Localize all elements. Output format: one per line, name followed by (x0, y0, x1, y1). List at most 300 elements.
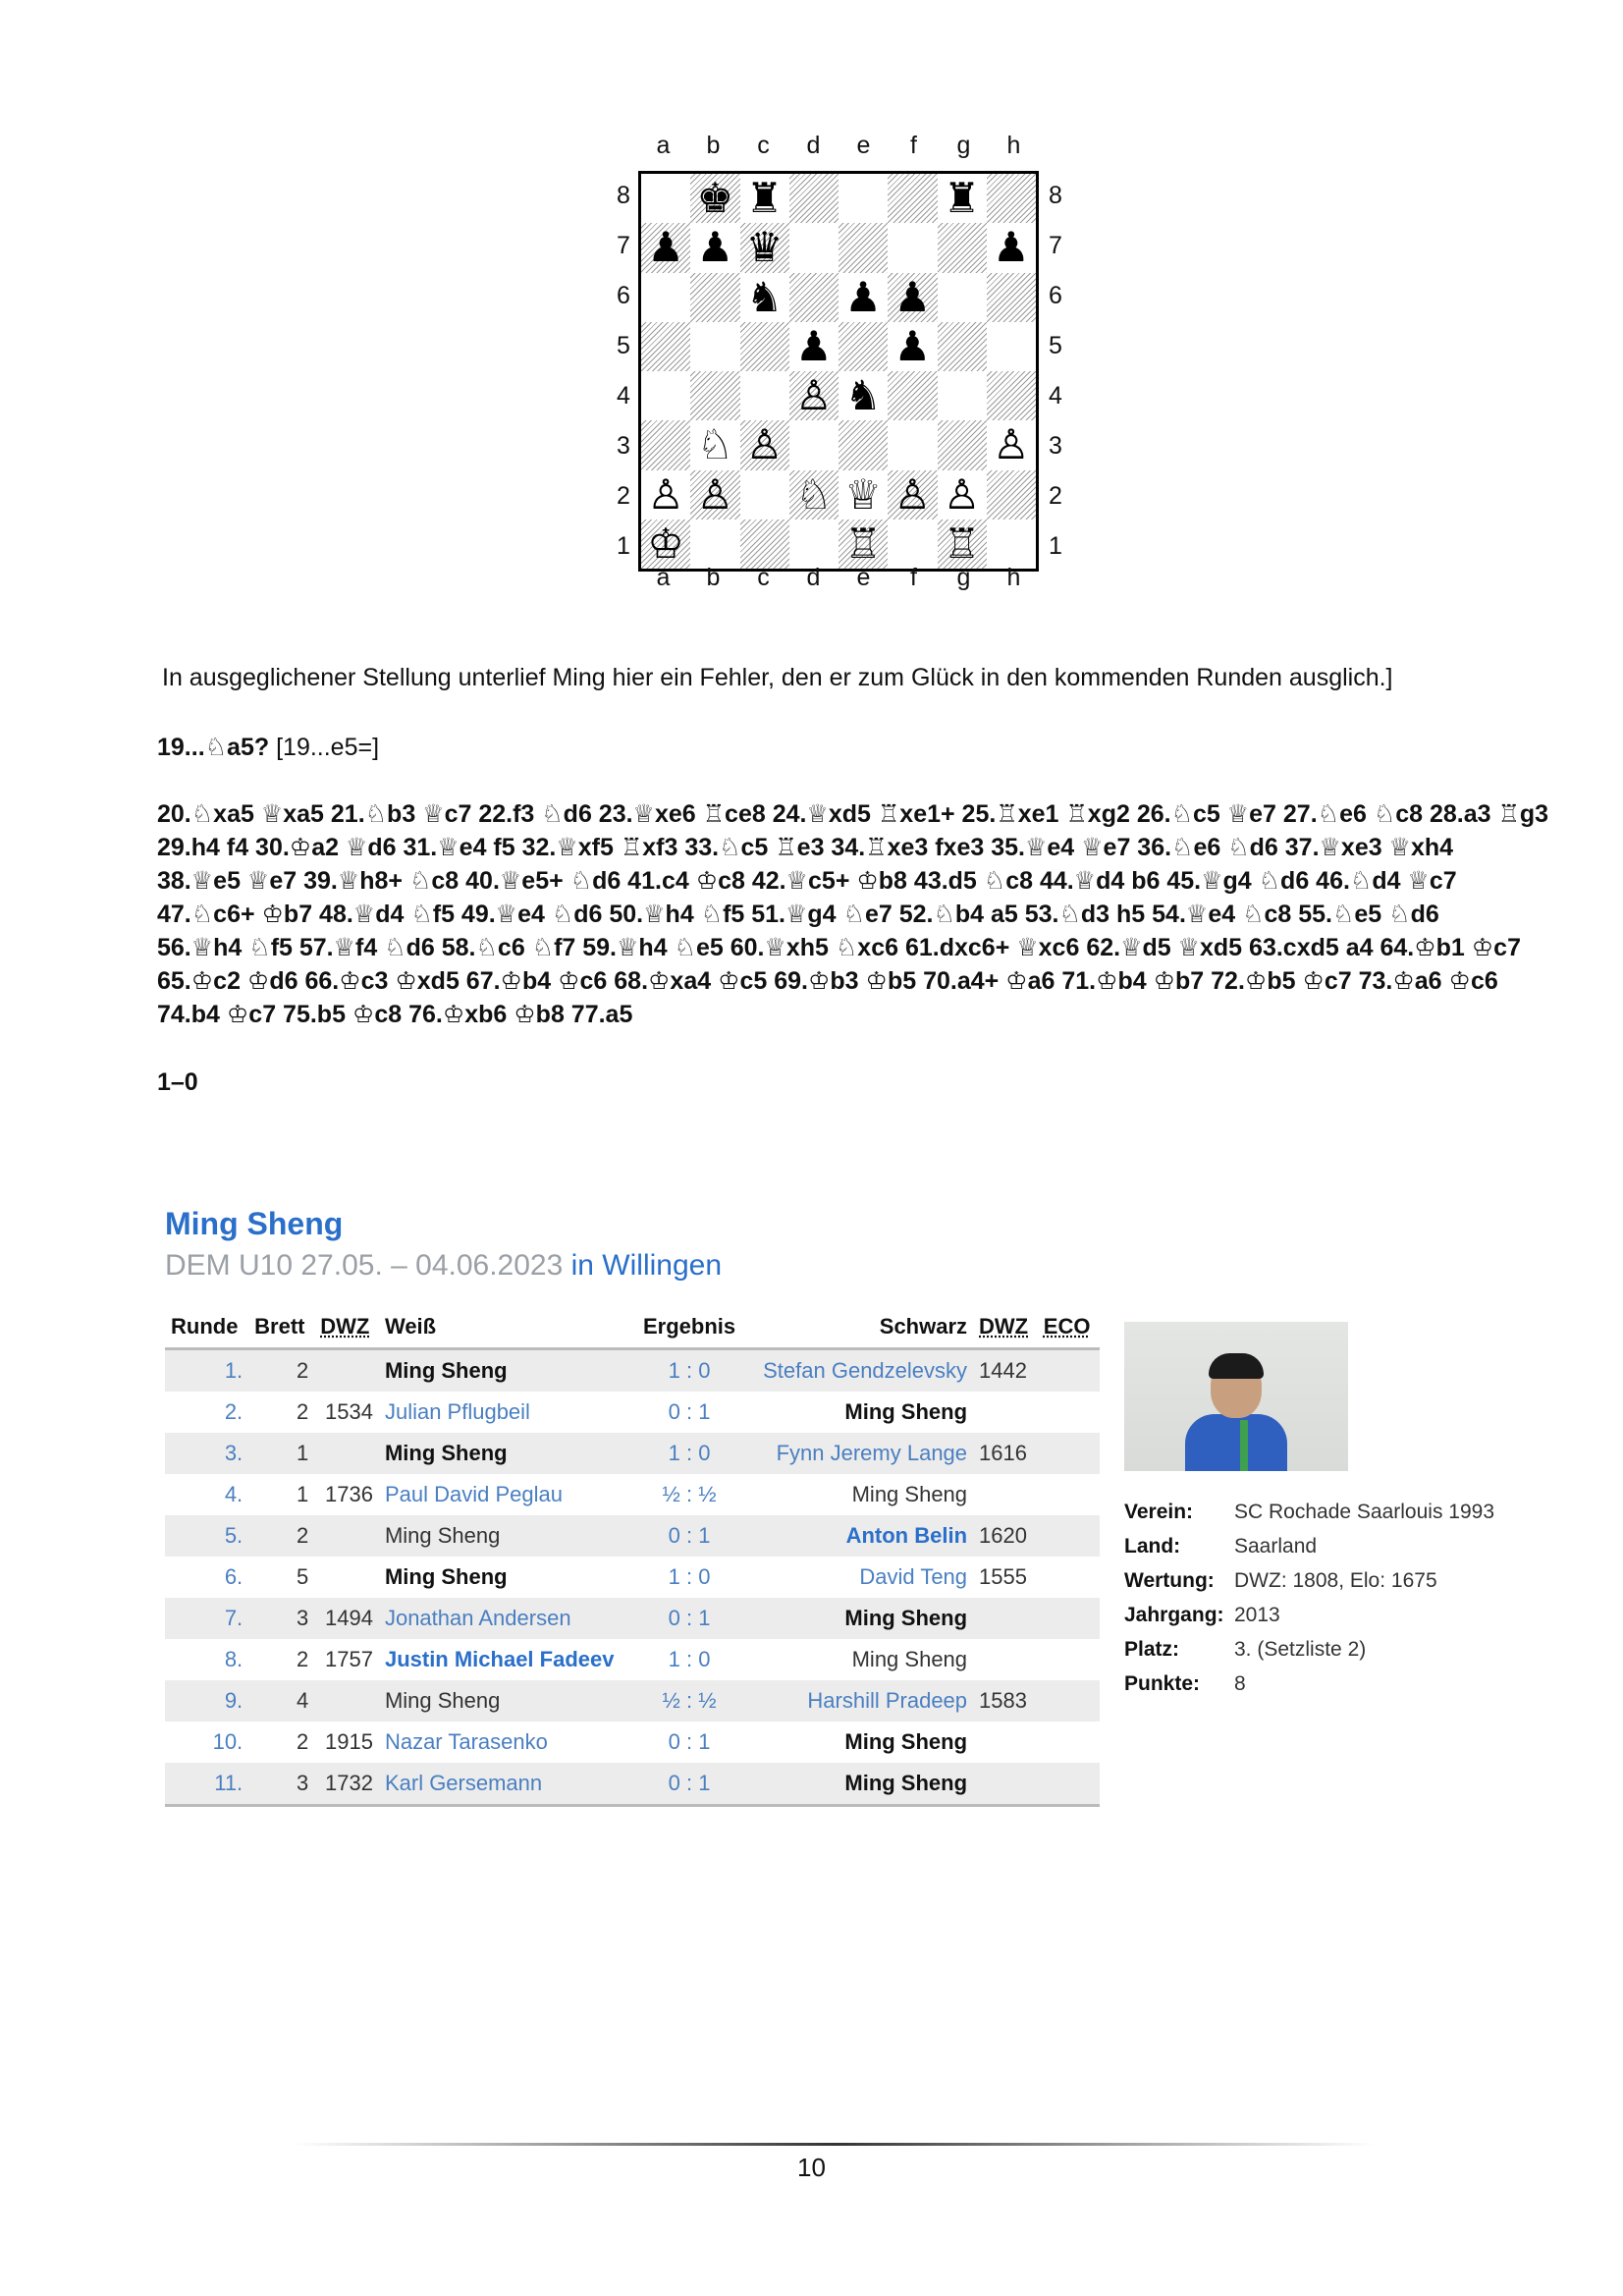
white-player: Ming Sheng (384, 1441, 508, 1465)
chess-piece: ♙ (993, 420, 1030, 469)
chess-piece: ♙ (893, 469, 932, 519)
black-dwz: 1442 (979, 1358, 1027, 1383)
cell-board-number (248, 1474, 314, 1515)
cell-black-player (744, 1392, 973, 1433)
cell-white-dwz (314, 1722, 379, 1763)
square-a8 (641, 174, 690, 223)
white-player[interactable]: Nazar Tarasenko (384, 1729, 548, 1754)
game-result-link[interactable]: 0 : 1 (668, 1523, 711, 1548)
square-a1 (641, 519, 690, 569)
cell-round-number (165, 1763, 248, 1806)
square-h3 (987, 420, 1036, 469)
white-player: Ming Sheng (384, 1358, 508, 1383)
cell-white-player (379, 1433, 634, 1474)
game-result-link[interactable]: 0 : 1 (668, 1771, 711, 1795)
game-result-link[interactable]: ½ : ½ (662, 1688, 717, 1713)
cell-round-number (165, 1392, 248, 1433)
cell-board-number (248, 1722, 314, 1763)
rounds-header (165, 1306, 1100, 1349)
square-c4 (740, 371, 789, 420)
square-c6 (740, 273, 789, 322)
black-player[interactable]: David Teng (859, 1564, 968, 1589)
cell-round-number (165, 1474, 248, 1515)
cell-eco (1038, 1349, 1100, 1393)
square-g4 (938, 371, 987, 420)
cell-black-dwz (973, 1515, 1038, 1557)
cell-white-dwz (314, 1474, 379, 1515)
cell-board-number (248, 1392, 314, 1433)
cell-white-player (379, 1392, 634, 1433)
round-number[interactable]: 6. (224, 1564, 243, 1589)
black-player[interactable]: Fynn Jeremy Lange (776, 1441, 968, 1465)
club-link[interactable]: SC Rochade Saarlouis 1993 (1234, 1500, 1495, 1523)
square-c1 (740, 519, 789, 569)
board-number: 2 (296, 1399, 309, 1424)
black-player[interactable]: Anton Belin (845, 1523, 968, 1548)
player-photo (1124, 1322, 1348, 1471)
cell-game-result-link (634, 1515, 744, 1557)
square-a3 (641, 420, 690, 469)
cell-game-result-link (634, 1474, 744, 1515)
cell-white-player (379, 1515, 634, 1557)
square-f1 (888, 519, 937, 569)
cell-round-number (165, 1515, 248, 1557)
event-place-link[interactable]: in Willingen (570, 1249, 723, 1282)
chess-piece: ♟ (993, 223, 1030, 272)
photo-hair (1209, 1353, 1264, 1379)
white-dwz: 1494 (325, 1606, 373, 1630)
square-c3 (740, 420, 789, 469)
game-comment: In ausgeglichener Stellung unterlief Ming hier ein Fehler, den er zum Glück in den kommenden Runden ausglich.] (162, 664, 1393, 691)
cell-game-result-link (634, 1598, 744, 1639)
cell-eco (1038, 1557, 1100, 1598)
col-runde: Runde (165, 1306, 248, 1349)
cell-game-result-link (634, 1763, 744, 1806)
cell-board-number (248, 1433, 314, 1474)
cell-board-number (248, 1598, 314, 1639)
square-d2 (789, 470, 839, 519)
game-result-link[interactable]: 0 : 1 (668, 1399, 711, 1424)
cell-black-dwz (973, 1680, 1038, 1722)
cell-round-number (165, 1680, 248, 1722)
player-name-link[interactable]: Ming Sheng (165, 1206, 344, 1241)
cell-board-number (248, 1515, 314, 1557)
cell-white-player (379, 1474, 634, 1515)
cell-black-player (744, 1349, 973, 1393)
board-number: 2 (296, 1647, 309, 1671)
white-player: Ming Sheng (384, 1523, 501, 1548)
square-d4 (789, 371, 839, 420)
chess-piece: ♙ (696, 469, 734, 519)
info-jahrgang: Jahrgang: 2013 (1124, 1603, 1280, 1626)
table-row (165, 1474, 1100, 1515)
move-line: 29.h4 f4 30.♔a2 ♕d6 31.♕e4 f5 32.♕xf5 ♖xf3 33.♘c5 ♖e3 34.♖xe3 fxe3 35.♕e4 ♕e7 36.♘e6 ♘d6 37.♕xe3 ♕xh4 (157, 834, 1454, 861)
table-row (165, 1722, 1100, 1763)
cell-white-player (379, 1349, 634, 1393)
chess-piece: ♟ (696, 223, 734, 272)
cell-white-dwz (314, 1349, 379, 1393)
info-punkte: Punkte: 8 (1124, 1671, 1246, 1695)
black-dwz: 1620 (979, 1523, 1027, 1548)
cell-game-result-link (634, 1722, 744, 1763)
col-schwarz: Schwarz (744, 1306, 973, 1349)
square-e5 (839, 322, 888, 371)
info-verein: Verein: SC Rochade Saarlouis 1993 (1124, 1500, 1495, 1523)
board-number: 1 (296, 1482, 309, 1506)
region-link[interactable]: Saarland (1234, 1534, 1318, 1558)
square-h4 (987, 371, 1036, 420)
chess-piece: ♘ (795, 469, 833, 519)
board-number: 2 (296, 1729, 309, 1754)
chess-piece: ♖ (943, 519, 981, 568)
game-result-link[interactable]: 1 : 0 (668, 1647, 711, 1671)
cell-white-dwz (314, 1680, 379, 1722)
board-number: 1 (296, 1441, 309, 1465)
square-a5 (641, 322, 690, 371)
white-player[interactable]: Jonathan Andersen (384, 1606, 571, 1630)
cell-round-number (165, 1433, 248, 1474)
cell-black-dwz (973, 1598, 1038, 1639)
cell-black-dwz (973, 1474, 1038, 1515)
round-number[interactable]: 10. (212, 1729, 243, 1754)
cell-eco (1038, 1433, 1100, 1474)
cell-round-number (165, 1639, 248, 1680)
cell-eco (1038, 1392, 1100, 1433)
black-player: Ming Sheng (844, 1399, 968, 1424)
cell-board-number (248, 1639, 314, 1680)
square-b3 (690, 420, 739, 469)
table-row (165, 1349, 1100, 1393)
square-f7 (888, 223, 937, 272)
board-number: 2 (296, 1358, 309, 1383)
col-brett: Brett (248, 1306, 314, 1349)
chess-piece: ♟ (647, 223, 684, 272)
photo-lanyard (1240, 1420, 1248, 1471)
square-f4 (888, 371, 937, 420)
white-dwz: 1534 (325, 1399, 373, 1424)
square-c7 (740, 223, 789, 272)
game-result-link[interactable]: 1 : 0 (668, 1358, 711, 1383)
cell-board-number (248, 1763, 314, 1806)
square-d1 (789, 519, 839, 569)
square-h2 (987, 470, 1036, 519)
game-result-link[interactable]: ½ : ½ (662, 1482, 717, 1506)
move-line: 56.♕h4 ♘f5 57.♕f4 ♘d6 58.♘c6 ♘f7 59.♕h4 ♘e5 60.♕xh5 ♘xc6 61.dxc6+ ♕xc6 62.♕d5 ♕xd5 63.cxd5 a4 64.♔b1 ♔c7 (157, 934, 1521, 961)
table-row (165, 1680, 1100, 1722)
chess-piece: ♘ (696, 420, 734, 469)
black-dwz: 1616 (979, 1441, 1027, 1465)
player-info (1124, 1495, 1494, 1701)
chess-piece: ♟ (795, 321, 833, 370)
chess-piece: ♙ (647, 469, 684, 519)
table-row (165, 1392, 1100, 1433)
square-d7 (789, 223, 839, 272)
round-number[interactable]: 11. (214, 1771, 243, 1795)
square-g2 (938, 470, 987, 519)
cell-black-player (744, 1763, 973, 1806)
square-b6 (690, 273, 739, 322)
square-c8 (740, 174, 789, 223)
cell-black-player (744, 1474, 973, 1515)
black-player[interactable]: Stefan Gendzelevsky (763, 1358, 968, 1383)
chess-piece: ♙ (943, 469, 981, 519)
col-eco: ECO (1038, 1306, 1100, 1349)
square-e1 (839, 519, 888, 569)
cell-white-player (379, 1680, 634, 1722)
move-19-move: 19...♘a5? (157, 734, 270, 761)
move-19 (157, 733, 1532, 762)
black-dwz: 1583 (979, 1688, 1027, 1713)
round-number[interactable]: 9. (224, 1688, 243, 1713)
black-player[interactable]: Harshill Pradeep (807, 1688, 968, 1713)
table-row (165, 1598, 1100, 1639)
white-dwz: 1915 (325, 1729, 373, 1754)
cell-board-number (248, 1557, 314, 1598)
cell-board-number (248, 1349, 314, 1393)
chess-piece: ♜ (745, 174, 784, 223)
cell-board-number (248, 1680, 314, 1722)
board-number: 3 (296, 1606, 309, 1630)
move-list (157, 797, 1549, 1031)
cell-black-dwz (973, 1433, 1038, 1474)
move-line: 38.♕e5 ♕e7 39.♕h8+ ♘c8 40.♕e5+ ♘d6 41.c4 ♔c8 42.♕c5+ ♔b8 43.d5 ♘c8 44.♕d4 b6 45.♕g4 ♘d6 46.♘d4 ♕c7 (157, 867, 1457, 895)
cell-white-player (379, 1639, 634, 1680)
cell-black-dwz (973, 1557, 1038, 1598)
cell-eco (1038, 1515, 1100, 1557)
file-labels-top: a b c d e f g h (656, 132, 1021, 159)
table-row (165, 1639, 1100, 1680)
white-player[interactable]: Justin Michael Fadeev (384, 1647, 615, 1671)
rank-link[interactable]: 3. (1234, 1637, 1252, 1661)
square-a4 (641, 371, 690, 420)
black-player: Ming Sheng (844, 1606, 968, 1630)
square-e6 (839, 273, 888, 322)
round-number[interactable]: 7. (224, 1606, 243, 1630)
square-b4 (690, 371, 739, 420)
info-land: Land: Saarland (1124, 1534, 1318, 1558)
info-platz: Platz: 3. (Setzliste 2 ) (1124, 1637, 1367, 1661)
square-f6 (888, 273, 937, 322)
table-row (165, 1557, 1100, 1598)
col-ergebnis: Ergebnis (634, 1306, 744, 1349)
square-c5 (740, 322, 789, 371)
square-c2 (740, 470, 789, 519)
cell-white-dwz (314, 1392, 379, 1433)
white-player[interactable]: Karl Gersemann (384, 1771, 543, 1795)
white-player: Ming Sheng (384, 1564, 508, 1589)
file-labels-bottom: a b c d e f g h (656, 564, 1021, 591)
event-line (165, 1249, 722, 1283)
white-dwz: 1757 (325, 1647, 373, 1671)
rounds-table (165, 1306, 1100, 1807)
square-a2 (641, 470, 690, 519)
square-a6 (641, 273, 690, 322)
round-number[interactable]: 3. (224, 1441, 243, 1465)
square-d3 (789, 420, 839, 469)
cell-black-player (744, 1598, 973, 1639)
col-weiss: Weiß (379, 1306, 634, 1349)
cell-game-result-link (634, 1680, 744, 1722)
square-e7 (839, 223, 888, 272)
square-f5 (888, 322, 937, 371)
col-dwz-white: DWZ (314, 1306, 379, 1349)
square-f3 (888, 420, 937, 469)
cell-game-result-link (634, 1557, 744, 1598)
cell-black-dwz (973, 1639, 1038, 1680)
table-row (165, 1433, 1100, 1474)
square-d6 (789, 273, 839, 322)
cell-black-player (744, 1433, 973, 1474)
chess-piece: ♞ (745, 272, 784, 321)
square-h6 (987, 273, 1036, 322)
square-h5 (987, 322, 1036, 371)
photo-body (1185, 1414, 1287, 1471)
col-dwz-black: DWZ (973, 1306, 1038, 1349)
square-e8 (839, 174, 888, 223)
white-dwz: 1732 (325, 1771, 373, 1795)
square-h1 (987, 519, 1036, 569)
game-result-link[interactable]: 1 : 0 (668, 1441, 711, 1465)
elo-link[interactable]: 1675 (1390, 1568, 1437, 1592)
square-f8 (888, 174, 937, 223)
cell-game-result-link (634, 1639, 744, 1680)
cell-white-player (379, 1722, 634, 1763)
table-row (165, 1763, 1100, 1806)
rounds-body (165, 1349, 1100, 1806)
black-dwz: 1555 (979, 1564, 1027, 1589)
cell-round-number (165, 1557, 248, 1598)
cell-eco (1038, 1722, 1100, 1763)
black-player: Ming Sheng (844, 1771, 968, 1795)
move-line: 20.♘xa5 ♕xa5 21.♘b3 ♕c7 22.f3 ♘d6 23.♕xe6 ♖ce8 24.♕xd5 ♖xe1+ 25.♖xe1 ♖xg2 26.♘c5 ♕e7 27.♘e6 ♘c8 28.a3 ♖g3 (157, 800, 1549, 828)
cell-white-dwz (314, 1639, 379, 1680)
square-g8 (938, 174, 987, 223)
square-d8 (789, 174, 839, 223)
round-number[interactable]: 1. (224, 1358, 243, 1383)
cell-black-player (744, 1557, 973, 1598)
rank-labels-left: 8 7 6 5 4 3 2 1 (617, 182, 630, 560)
round-number[interactable]: 4. (224, 1482, 243, 1506)
square-e4 (839, 371, 888, 420)
cell-black-dwz (973, 1392, 1038, 1433)
white-player[interactable]: Paul David Peglau (384, 1482, 563, 1506)
chess-piece: ♟ (893, 272, 932, 321)
move-line: 47.♘c6+ ♔b7 48.♕d4 ♘f5 49.♕e4 ♘d6 50.♕h4 ♘f5 51.♕g4 ♘e7 52.♘b4 a5 53.♘d3 h5 54.♕e4 ♘c8 55.♘e5 ♘d6 (157, 901, 1439, 928)
square-b5 (690, 322, 739, 371)
cell-black-player (744, 1722, 973, 1763)
square-e3 (839, 420, 888, 469)
black-player: Ming Sheng (844, 1729, 968, 1754)
square-b2 (690, 470, 739, 519)
chess-piece: ♚ (696, 174, 734, 223)
cell-black-player (744, 1515, 973, 1557)
cell-black-player (744, 1680, 973, 1722)
cell-black-dwz (973, 1722, 1038, 1763)
cell-round-number (165, 1598, 248, 1639)
page-number: 10 (797, 2153, 826, 2182)
cell-white-dwz (314, 1763, 379, 1806)
move-line: 74.b4 ♔c7 75.b5 ♔c8 76.♔xb6 ♔b8 77.a5 (157, 1001, 633, 1028)
square-e2 (839, 470, 888, 519)
cell-eco (1038, 1639, 1100, 1680)
square-g6 (938, 273, 987, 322)
chess-piece: ♙ (795, 371, 833, 420)
cell-black-dwz (973, 1349, 1038, 1393)
seed-link[interactable]: 2 (1347, 1637, 1360, 1661)
cell-white-player (379, 1557, 634, 1598)
board-number: 3 (296, 1771, 309, 1795)
round-number[interactable]: 5. (224, 1523, 243, 1548)
white-dwz: 1736 (325, 1482, 373, 1506)
cell-eco (1038, 1474, 1100, 1515)
square-d5 (789, 322, 839, 371)
square-b7 (690, 223, 739, 272)
cell-round-number (165, 1349, 248, 1393)
board-number: 2 (296, 1523, 309, 1548)
square-f2 (888, 470, 937, 519)
square-a7 (641, 223, 690, 272)
square-b8 (690, 174, 739, 223)
move-line: 65.♔c2 ♔d6 66.♔c3 ♔xd5 67.♔b4 ♔c6 68.♔xa4 ♔c5 69.♔b3 ♔b5 70.a4+ ♔a6 71.♔b4 ♔b7 72.♔b5 ♔c7 73.♔a6 ♔c6 (157, 967, 1498, 995)
square-g3 (938, 420, 987, 469)
cell-eco (1038, 1598, 1100, 1639)
rank-labels-right: 8 7 6 5 4 3 2 1 (1049, 182, 1062, 560)
black-player: Ming Sheng (851, 1647, 968, 1671)
cell-black-dwz (973, 1763, 1038, 1806)
chess-piece: ♕ (844, 469, 882, 519)
square-b1 (690, 519, 739, 569)
chess-piece: ♜ (943, 174, 981, 223)
cell-white-player (379, 1763, 634, 1806)
square-g5 (938, 322, 987, 371)
cell-white-dwz (314, 1433, 379, 1474)
move-19-note: [19...e5=] (276, 734, 380, 761)
cell-white-player (379, 1598, 634, 1639)
square-h8 (987, 174, 1036, 223)
board-number: 5 (296, 1564, 309, 1589)
cell-white-dwz (314, 1557, 379, 1598)
white-player: Ming Sheng (384, 1688, 501, 1713)
chess-piece: ♟ (893, 321, 932, 370)
footer-rule (295, 2143, 1375, 2146)
game-result: 1–0 (157, 1068, 198, 1096)
square-g7 (938, 223, 987, 272)
cell-eco (1038, 1680, 1100, 1722)
chess-piece: ♔ (647, 519, 684, 568)
info-wertung: Wertung: DWZ: 1808, Elo: 1675 (1124, 1568, 1437, 1592)
cell-white-dwz (314, 1515, 379, 1557)
chess-board (638, 171, 1039, 572)
chess-piece: ♟ (844, 272, 882, 321)
cell-game-result-link (634, 1349, 744, 1393)
round-number[interactable]: 8. (224, 1647, 243, 1671)
game-result-link[interactable]: 1 : 0 (668, 1564, 711, 1589)
cell-black-player (744, 1639, 973, 1680)
game-result-link[interactable]: 0 : 1 (668, 1606, 711, 1630)
event-name: DEM U10 27.05. – 04.06.2023 (165, 1249, 564, 1282)
board-number: 4 (296, 1688, 309, 1713)
cell-white-dwz (314, 1598, 379, 1639)
round-number[interactable]: 2. (224, 1399, 243, 1424)
white-player[interactable]: Julian Pflugbeil (384, 1399, 530, 1424)
table-row (165, 1515, 1100, 1557)
black-player: Ming Sheng (851, 1482, 968, 1506)
chess-piece: ♞ (844, 371, 882, 420)
cell-round-number (165, 1722, 248, 1763)
chess-piece: ♖ (844, 519, 882, 568)
cell-game-result-link (634, 1392, 744, 1433)
game-result-link[interactable]: 0 : 1 (668, 1729, 711, 1754)
